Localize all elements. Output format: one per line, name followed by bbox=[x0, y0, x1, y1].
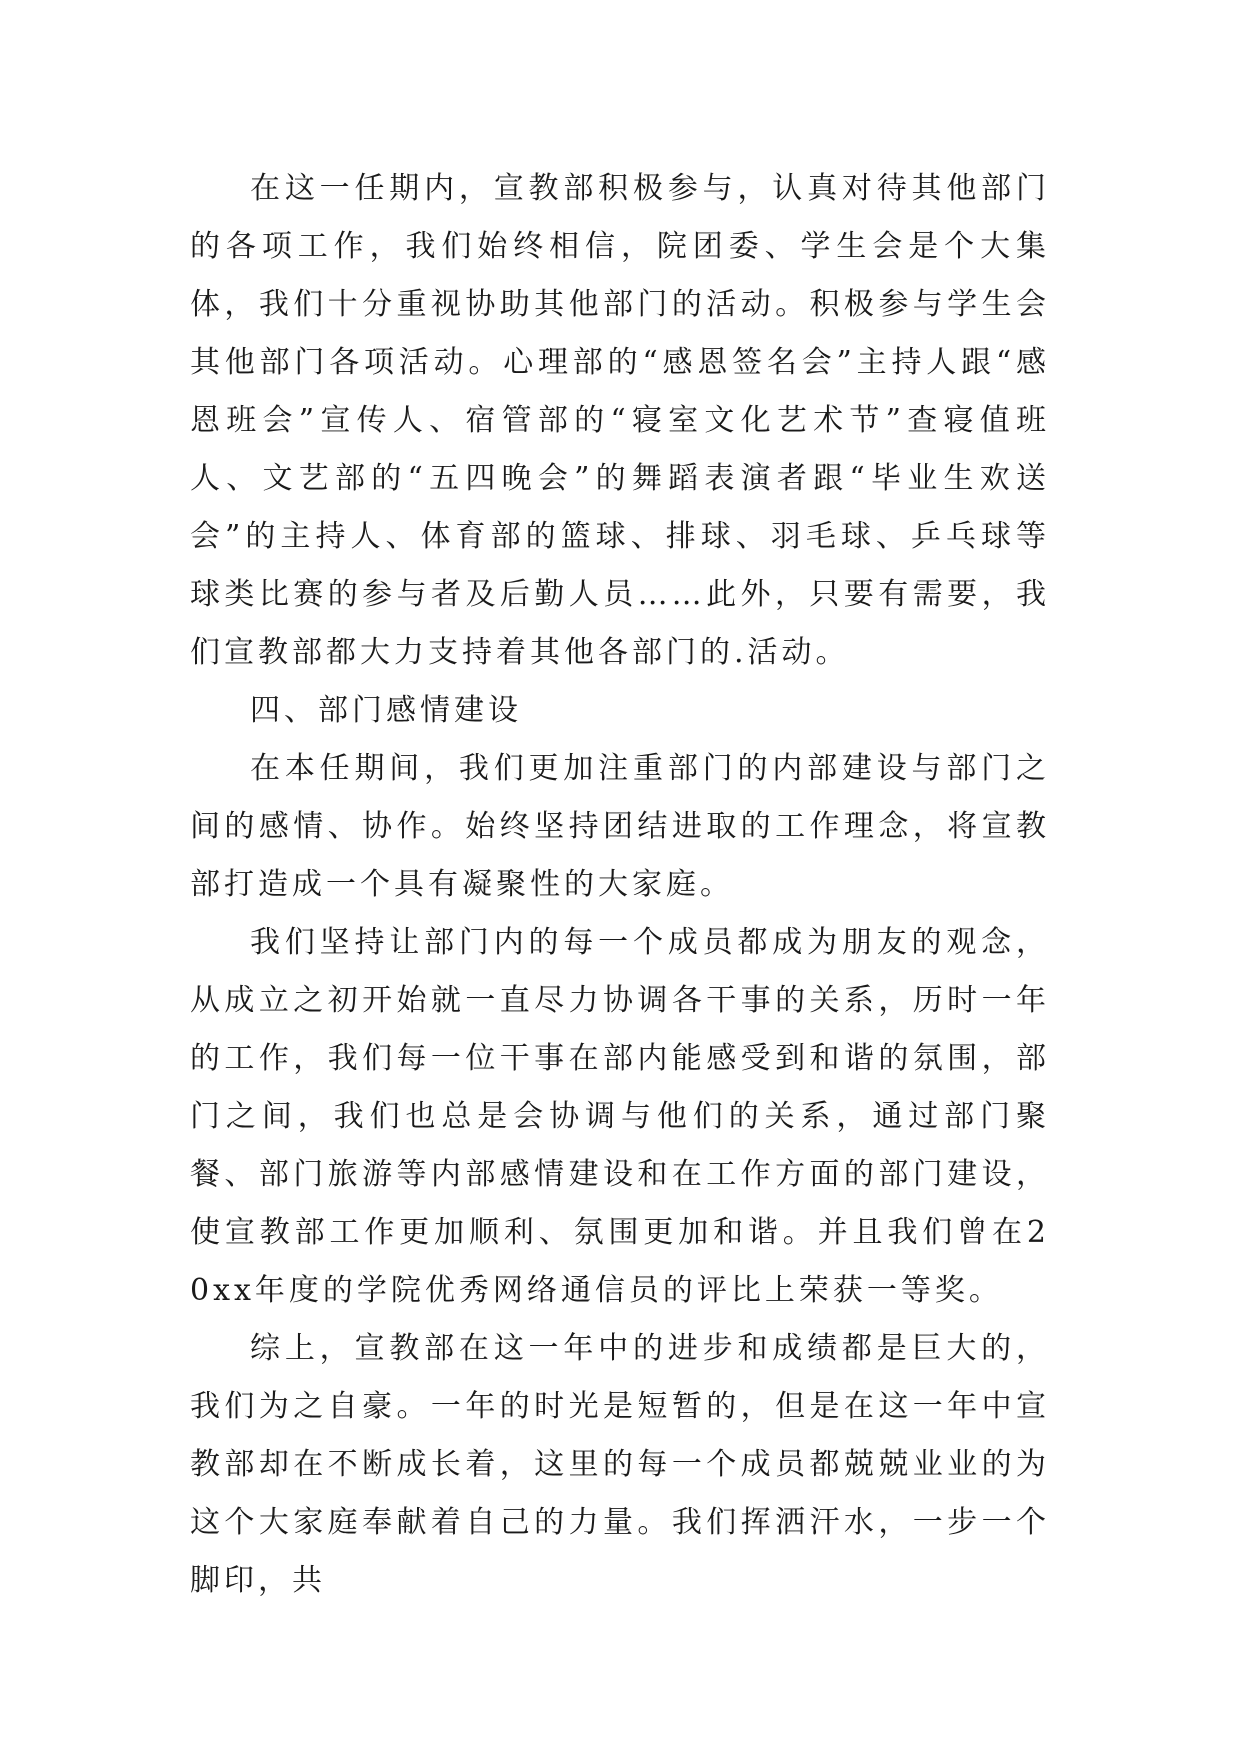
paragraph-department-cooperation: 在这一任期内，宣教部积极参与，认真对待其他部门的各项工作，我们始终相信，院团委、学生会是个大集体，我们十分重视协助其他部门的活动。积极参与学生会其他部门各项活动。心理部的“感恩签名会”主持人跟“感恩班会”宣传人、宿管部的“寝室文化艺术节”查寝值班人、文艺部的“五四晚会”的舞蹈表演者跟“毕业生欢送会”的主持人、体育部的篮球、排球、羽毛球、乒乓球等球类比赛的参与者及后勤人员……此外，只要有需要，我们宣教部都大力支持着其他各部门的.活动。 bbox=[190, 171, 1050, 670]
document-body bbox=[190, 160, 1050, 1610]
section-heading-department-relations: 四、部门感情建设 bbox=[250, 693, 522, 728]
paragraph-member-friendship: 我们坚持让部门内的每一个成员都成为朋友的观念，从成立之初开始就一直尽力协调各干事的关系，历时一年的工作，我们每一位干事在部内能感受到和谐的氛围，部门之间，我们也总是会协调与他们的关系，通过部门聚餐、部门旅游等内部感情建设和在工作方面的部门建设，使宣教部工作更加顺利、氛围更加和谐。并且我们曾在20xx年度的学院优秀网络通信员的评比上荣获一等奖。 bbox=[190, 925, 1050, 1308]
paragraph-internal-building: 在本任期间，我们更加注重部门的内部建设与部门之间的感情、协作。始终坚持团结进取的工作理念，将宣教部打造成一个具有凝聚性的大家庭。 bbox=[190, 751, 1050, 902]
paragraph-summary: 综上，宣教部在这一年中的进步和成绩都是巨大的，我们为之自豪。一年的时光是短暂的，但是在这一年中宣教部却在不断成长着，这里的每一个成员都兢兢业业的为这个大家庭奉献着自己的力量。我们挥洒汗水，一步一个脚印，共 bbox=[190, 1331, 1050, 1598]
